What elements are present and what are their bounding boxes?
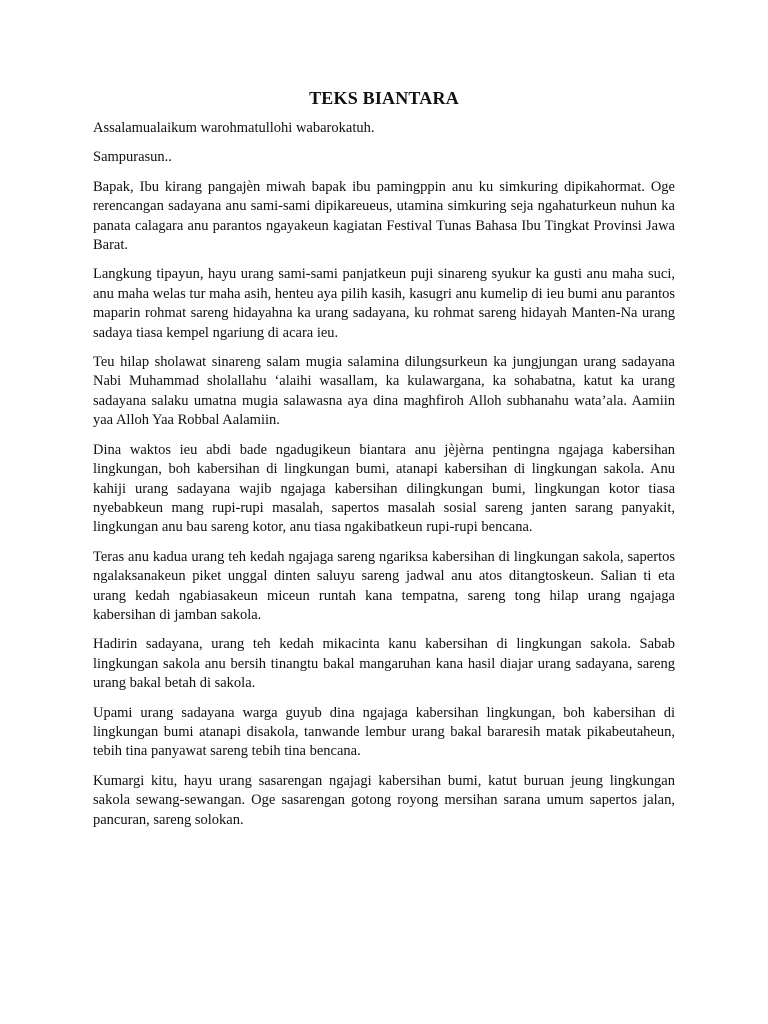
document-title: TEKS BIANTARA	[309, 88, 459, 108]
body-paragraph: Teu hilap sholawat sinareng salam mugia salamina dilungsurkeun ka jungjungan urang sadayana Nabi Muhammad sholallahu ‘alaihi wasallam, ka kulawargana, ka sohabatna, katut ka urang sadayana salaku umatna mugia salawasna aya dina maghfiroh Alloh subhanahu wata’ala. Aamiin yaa Alloh Yaa Robbal Aalamiin.	[93, 354, 675, 429]
closing-paragraph: Kumargi kitu, hayu urang sasarengan ngajagi kabersihan bumi, katut buruan jeung lingkungan sakola sewang-sewangan. Oge sasarengan gotong royong mersihan sarana umum sapertos jalan, pancuran, sareng solokan.	[93, 772, 675, 828]
sampurasun-paragraph: Sampurasun..	[93, 149, 172, 166]
greeting-paragraph: Assalamualaikum warohmatullohi wabarokatuh.	[93, 120, 375, 136]
body-paragraph: Bapak, Ibu kirang pangajèn miwah bapak ibu pamingppin anu ku simkuring dipikahormat. Oge rerencangan sadayana anu sami-sami dipikareueus, utamina simkuring seja ngahaturkeun nuhun ka panata calagara anu parantos ngayakeun kagiatan Festival Tunas Bahasa Ibu Tingkat Provinsi Jawa Barat.	[93, 178, 675, 254]
body-paragraph: Langkung tipayun, hayu urang sami-sami panjatkeun puji sinareng syukur ka gusti anu maha suci, anu maha welas tur maha asih, henteu aya pilih kasih, kasugri anu kumelip di ieu bumi anu parantos maparin rohmat sareng hidayahna ka urang sadayana, ku rohmat sareng hidayah Manten-Na urang sadaya tiasa kempel ngariung di acara ieu.	[93, 266, 675, 341]
body-paragraph: Hadirin sadayana, urang teh kedah mikacinta kanu kabersihan di lingkungan sakola. Sabab lingkungan sakola anu bersih tinangtu bakal mangaruhan kana hasil diajar urang sadayana, sareng urang bakal betah di sakola.	[93, 636, 675, 692]
body-paragraph: Upami urang sadayana warga guyub dina ngajaga kabersihan lingkungan, boh kabersihan di lingkungan bumi atanapi disakola, tanwande lembur urang bakal bararesih matak pikabeutaheun, tebih tina panyawat sareng tebih tina bencana.	[93, 704, 675, 760]
body-paragraph: Teras anu kadua urang teh kedah ngajaga sareng ngariksa kabersihan di lingkungan sakola, sapertos ngalaksanakeun piket unggal dinten saluyu sareng jadwal anu atos ditangtoskeun. Salian ti eta urang kedah ngabiasakeun miceun runtah kana tempatna, sareng tong hilap urang ngajaga kabersihan di jamban sakola.	[93, 548, 675, 623]
body-paragraph: Dina waktos ieu abdi bade ngadugikeun biantara anu jèjèrna pentingna ngajaga kabersihan lingkungan, boh kabersihan di lingkungan bumi, atanapi kabersihan di lingkungan sakola. Anu kahiji urang sadayana wajib ngajaga kabersihan dilingkungan bumi, lingkungan kotor tiasa nyebabkeun mang rupi-rupi masalah, sapertos masalah sosial sareng janten sarang panyakit, lingkungan anu bau sareng kotor, anu tiasa ngakibatkeun rupi-rupi bencana.	[93, 441, 675, 536]
document-page	[93, 86, 675, 840]
